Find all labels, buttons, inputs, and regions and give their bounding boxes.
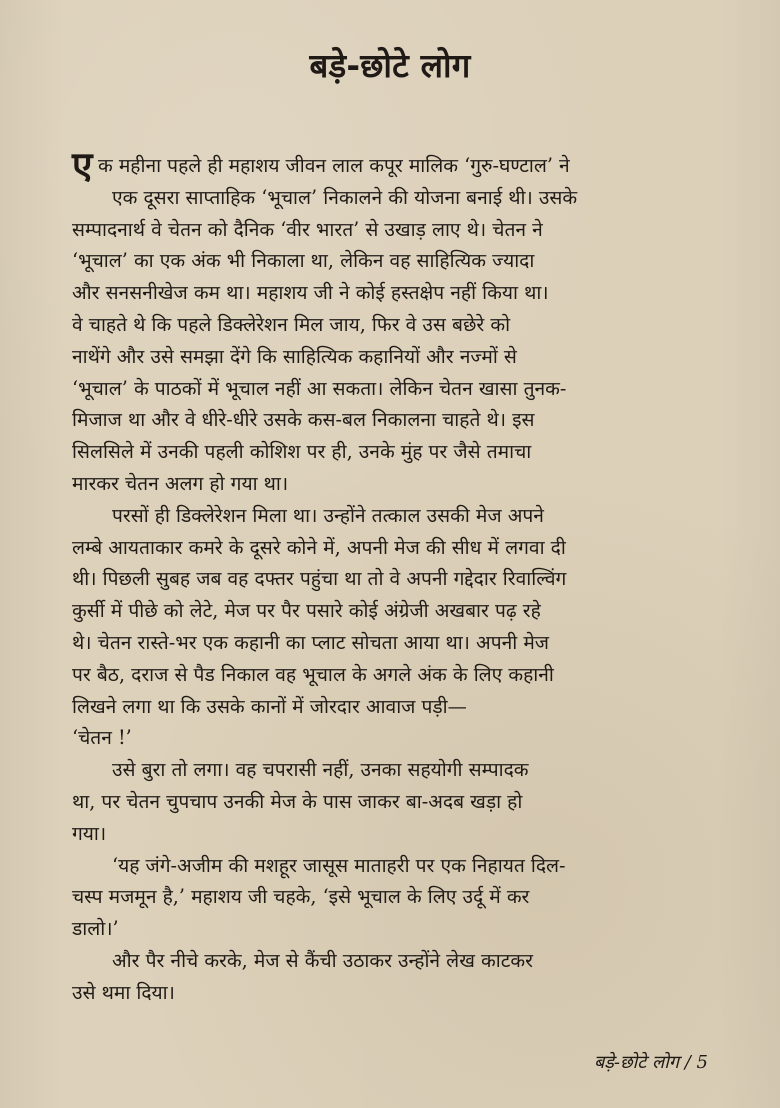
page-title: बड़े-छोटे लोग [309, 46, 471, 85]
text-line: ‘भूचाल’ का एक अंक भी निकाला था, लेकिन वह साहित्यिक ज्यादा [72, 249, 535, 273]
text-line: पर बैठ, दराज से पैड निकाल वह भूचाल के अगले अंक के लिए कहानी [72, 662, 554, 686]
text-line: मारकर चेतन अलग हो गया था। [72, 471, 289, 495]
dropcap-letter: ए [72, 143, 93, 187]
text-line: डालो।’ [72, 917, 119, 941]
text-line: कुर्सी में पीछे को लेटे, मेज पर पैर पसारे कोई अंग्रेजी अखबार पढ़ रहे [72, 599, 541, 623]
text-line: सिलसिले में उनकी पहली कोशिश पर ही, उनके मुंह पर जैसे तमाचा [72, 440, 532, 464]
text-line: नाथेंगे और उसे समझा देंगे कि साहित्यिक कहानियों और नज्मों से [72, 344, 517, 368]
text-line: सम्पादनार्थ वे चेतन को दैनिक ‘वीर भारत’ से उखाड़ लाए थे। चेतन ने [72, 217, 543, 241]
text-line: था, पर चेतन चुपचाप उनकी मेज के पास जाकर बा-अदब खड़ा हो [72, 789, 523, 813]
text-line: थे। चेतन रास्ते-भर एक कहानी का प्लाट सोचता आया था। अपनी मेज [72, 630, 550, 654]
text-line: लम्बे आयताकार कमरे के दूसरे कोने में, अपनी मेज की सीध में लगवा दी [72, 535, 566, 559]
story-text [72, 143, 712, 1030]
text-line: ‘चेतन !’ [72, 726, 132, 750]
text-line-content: क महीना पहले ही महाशय जीवन लाल कपूर मालिक ‘गुरु-घण्टाल’ ने [98, 154, 570, 177]
page-footer: बड़े-छोटे लोग / 5 [593, 1052, 708, 1073]
text-line: ‘यह जंगे-अजीम की मशहूर जासूस माताहरी पर एक निहायत दिल- [112, 853, 566, 877]
text-line: वे चाहते थे कि पहले डिक्लेरेशन मिल जाय, फिर वे उस बछेरे को [72, 312, 511, 336]
text-line: उसे बुरा तो लगा। वह चपरासी नहीं, उनका सहयोगी सम्पादक [112, 758, 529, 782]
text-line: ‘भूचाल’ के पाठकों में भूचाल नहीं आ सकता। लेकिन चेतन खासा तुनक- [72, 376, 567, 400]
text-line: चस्प मजमून है,’ महाशय जी चहके, ‘इसे भूचाल के लिए उर्दू में कर [72, 885, 530, 909]
text-line: और पैर नीचे करके, मेज से कैंची उठाकर उन्होंने लेख काटकर [112, 948, 533, 972]
text-line: मिजाज था और वे धीरे-धीरे उसके कस-बल निकालना चाहते थे। इस [72, 408, 535, 432]
text-line: एक दूसरा साप्ताहिक ‘भूचाल’ निकालने की योजना बनाई थी। उसके [112, 185, 578, 209]
text-line: थी। पिछली सुबह जब वह दफ्तर पहुंचा था तो वे अपनी गद्देदार रिवाल्विंग [72, 567, 567, 591]
text-line [72, 143, 712, 187]
text-line: और सनसनीखेज कम था। महाशय जी ने कोई हस्तक्षेप नहीं किया था। [72, 281, 549, 305]
text-line: लिखने लगा था कि उसके कानों में जोरदार आवाज पड़ी— [72, 694, 467, 718]
text-line: गया। [72, 821, 107, 845]
text-line: परसों ही डिक्लेरेशन मिला था। उन्होंने तत्काल उसकी मेज अपने [112, 503, 544, 527]
text-line: उसे थमा दिया। [72, 980, 175, 1004]
